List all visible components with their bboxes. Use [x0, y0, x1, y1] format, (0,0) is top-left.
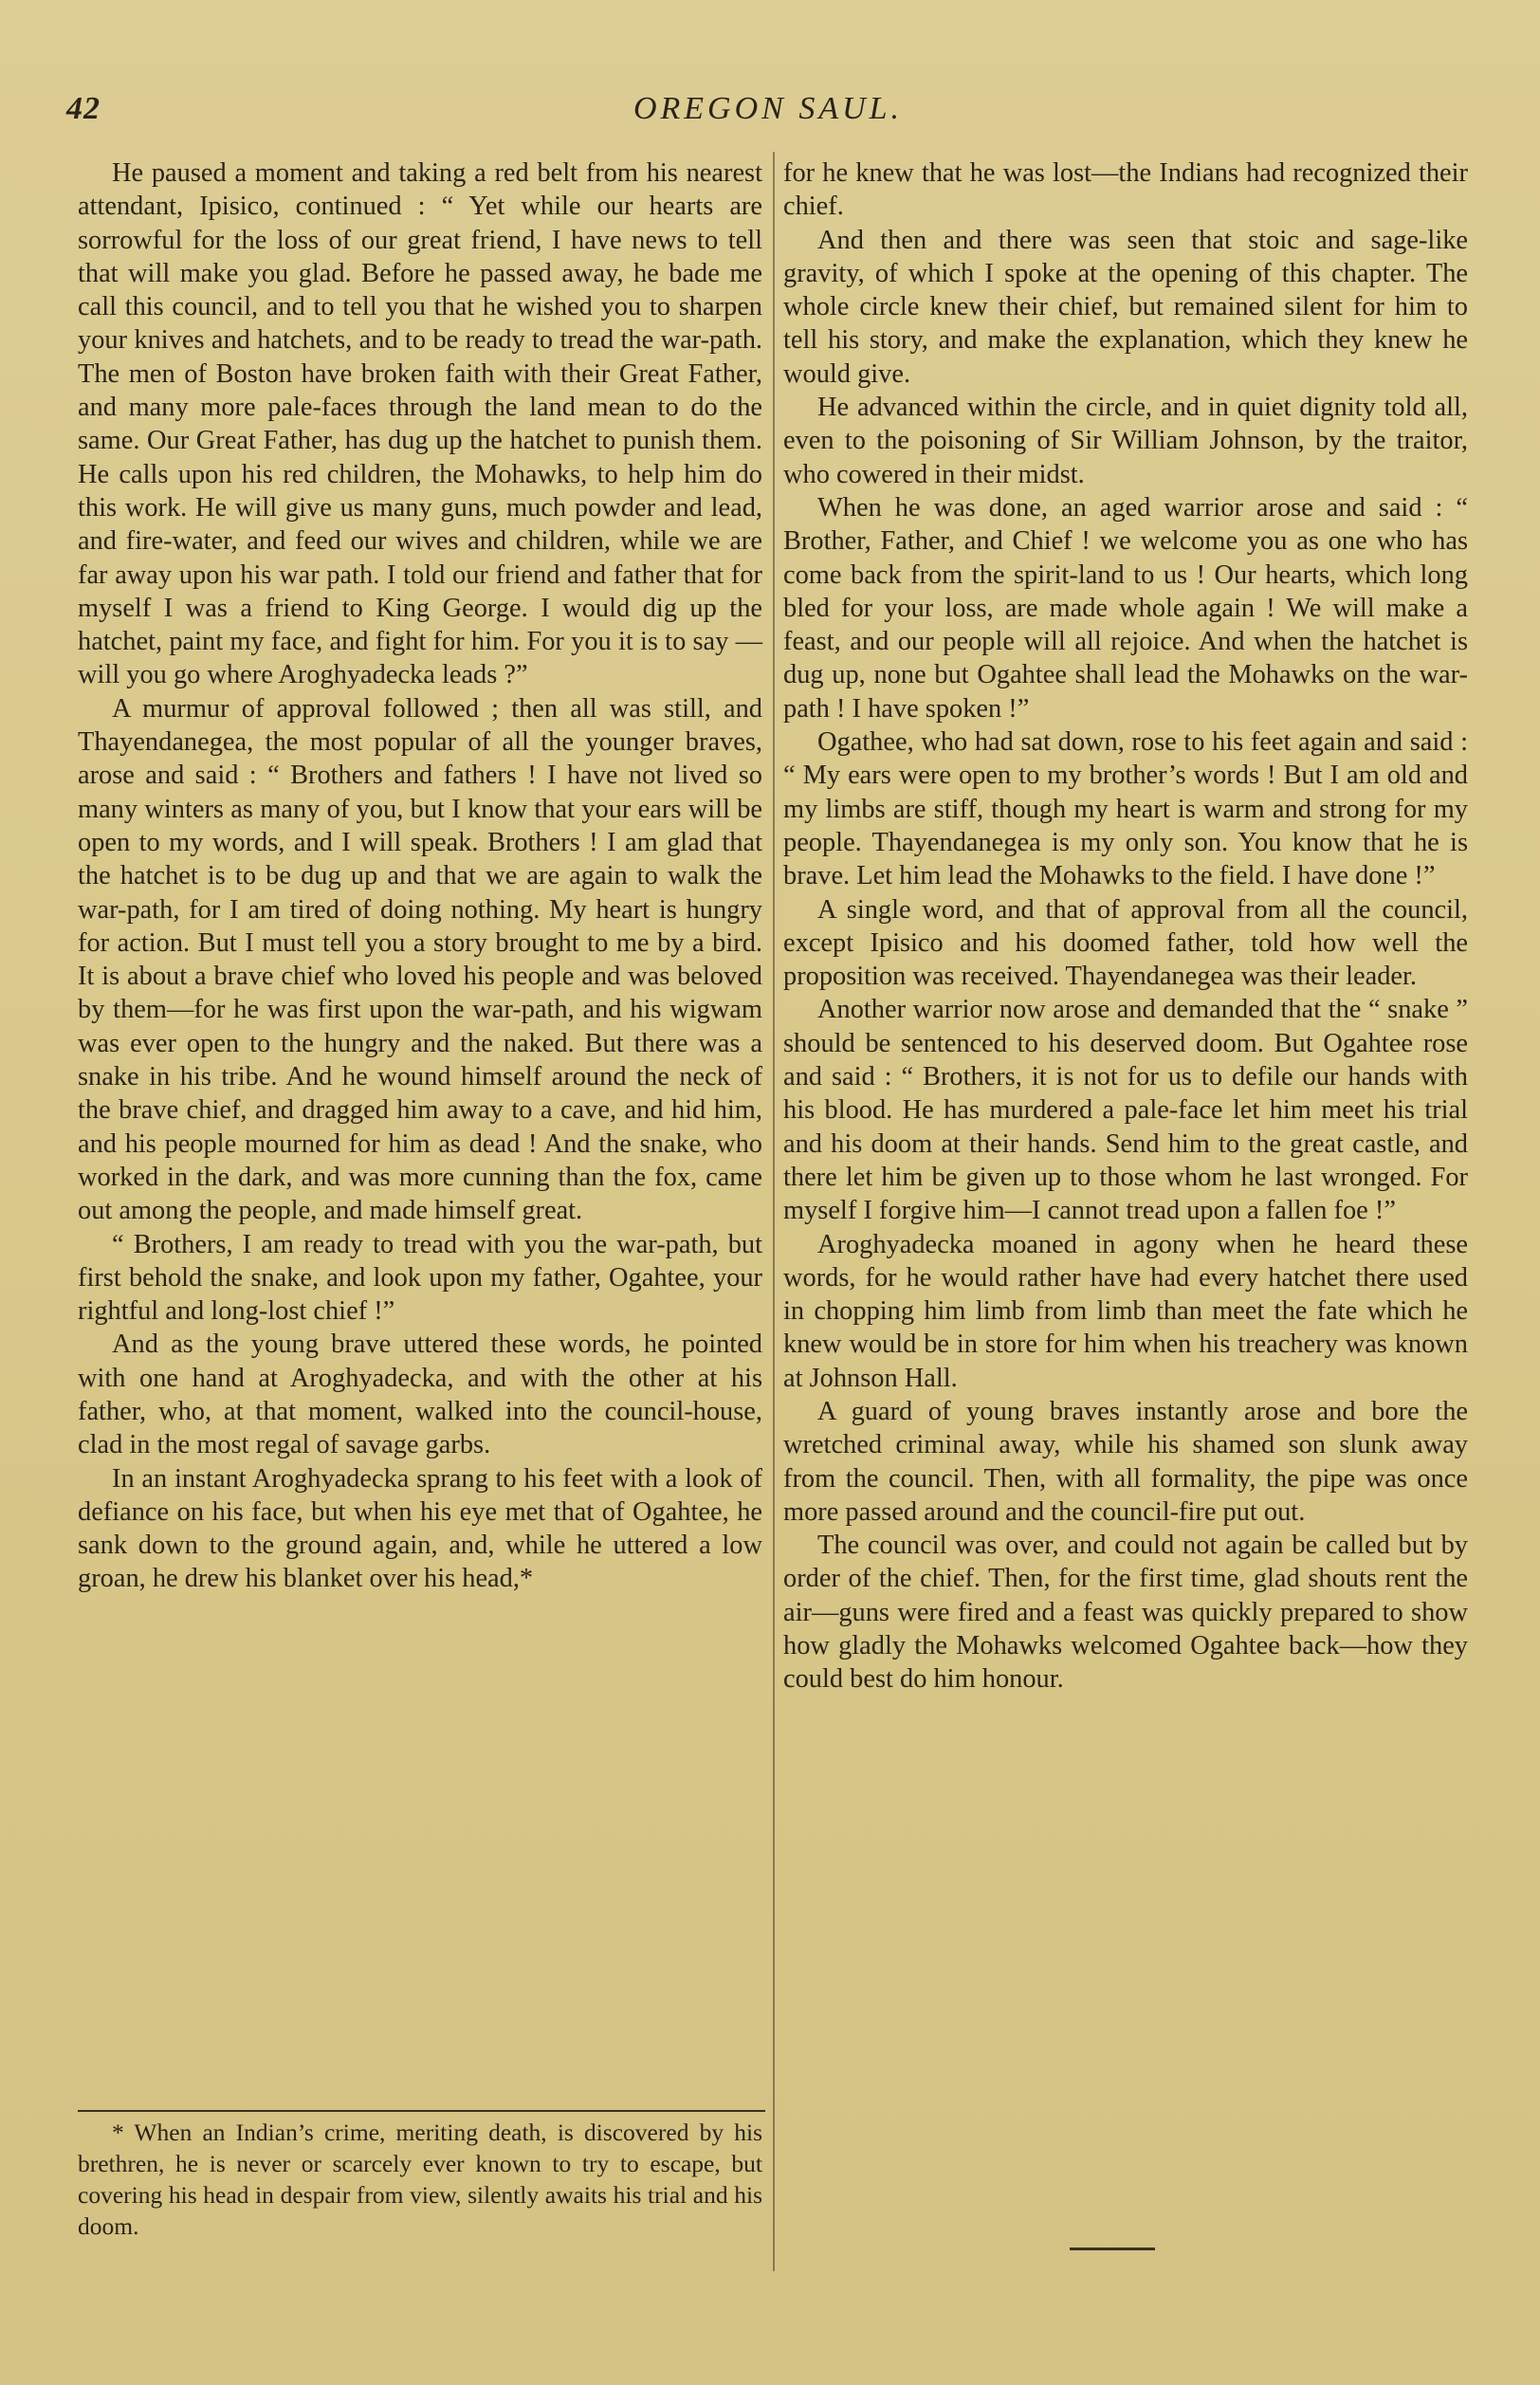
paragraph: A murmur of approval followed ; then all was still, and Thayendanegea, the most popular of all the younger braves, arose and said : “ Brothers and fathers ! I have not lived so many winters as many of you, but I know that your ears will be open to my words, and I will speak. Brothers ! I am glad that the hatchet is to be dug up and that we are again to walk the war-path, for I am tired of doing nothing. My heart is hungry for action. But I must tell you a story brought to me by a bird. It is about a brave chief who loved his people and was beloved by them—for he was first upon the war-path, and his wigwam was ever open to the hungry and the naked. But there was a snake in his tribe. And he wound himself around the neck of the brave chief, and dragged him away to a cave, and hid him, and his people mourned for him as dead ! And the snake, who worked in the dark, and was more cunning than the fox, came out among the people, and made himself great.: [78, 693, 762, 1226]
paragraph: A guard of young braves instantly arose and bore the wretched criminal away, while his shamed son slunk away from the council. Then, with all formality, the pipe was once more passed around and the council-fire put out.: [783, 1396, 1468, 1527]
paragraph: Another warrior now arose and demanded that the “ snake ” should be sentenced to his deserved doom. But Ogahtee rose and said : “ Brothers, it is not for us to defile our hands with his blood. He has murdered a pale-face let him meet his trial and his doom at their hands. Send him to the great castle, and there let him be given up to those whom he last wronged. For myself I forgive him—I cannot tread upon a fallen foe !”: [783, 995, 1468, 1226]
page-header: [66, 91, 1470, 138]
paragraph: And then and there was seen that stoic and sage-like gravity, of which I spoke at the opening of this chapter. The whole circle knew their chief, but remained silent for him to tell his story, and make the explanation, which they knew he would give.: [783, 225, 1468, 389]
footnote-text: * When an Indian’s crime, meriting death, is discovered by his brethren, he is never or scarcely ever known to try to escape, but covering his head in despair from view, silently awaits his trial and his doom.: [78, 2119, 762, 2240]
paragraph: He paused a moment and taking a red belt from his nearest attendant, Ipisico, continued : “ Yet while our hearts are sorrowful for the loss of our great friend, I have news to tell that will make you glad. Before he passed away, he bade me call this council, and to tell you that he wished you to sharpen your knives and hatchets, and to be ready to tread the war-path. The men of Boston have broken faith with their Great Father, and many more pale-faces through the land mean to do the same. Our Great Father, has dug up the hatchet to punish them. He calls upon his red children, the Mohawks, to help him do this work. He will give us many guns, much powder and lead, and fire-water, and feed our wives and children, while we are far away upon his war path. I told our friend and father that for myself I was a friend to King George. I would dig up the hatchet, paint my face, and fight for him. For you it is to say —will you go where Aroghyadecka leads ?”: [78, 158, 762, 690]
page-number: 42: [66, 91, 101, 126]
paragraph: “ Brothers, I am ready to tread with you the war-path, but first behold the snake, and look upon my father, Ogahtee, your rightful and long-lost chief !”: [78, 1229, 762, 1327]
running-title: OREGON SAUL.: [632, 91, 904, 126]
paragraph: Ogathee, who had sat down, rose to his feet again and said : “ My ears were open to my brother’s words ! But I am old and my limbs are stiff, though my heart is warm and strong for my people. Thayendanegea is my only son. You know that he is brave. Let him lead the Mohawks to the field. I have done !”: [783, 727, 1468, 891]
paragraph: for he knew that he was lost—the Indians had recognized their chief.: [783, 158, 1468, 222]
column-divider: [773, 152, 775, 2271]
paragraph: Aroghyadecka moaned in agony when he heard these words, for he would rather have had every hatchet there used in chopping him limb from limb than meet the fate which he knew would be in store for him when his treachery was known at Johnson Hall.: [783, 1229, 1468, 1393]
paragraph: When he was done, an aged warrior arose and said : “ Brother, Father, and Chief ! we welcome you as one who has come back from the spirit-land to us ! Our hearts, which long bled for your loss, are made whole again ! We will make a feast, and our people will all rejoice. And when the hatchet is dug up, none but Ogahtee shall lead the Mohawks on the war-path ! I have spoken !”: [783, 492, 1468, 724]
paragraph: The council was over, and could not again be called but by order of the chief. Then, for the first time, glad shouts rent the air—guns were fired and a feast was quickly prepared to show how gladly the Mohawks welcomed Ogahtee back—how they could best do him honour.: [783, 1531, 1468, 1695]
paragraph: A single word, and that of approval from all the council, except Ipisico and his doomed father, told how well the proposition was received. Thayendanegea was their leader.: [783, 894, 1468, 992]
section-end-rule: [1070, 2247, 1155, 2250]
paragraph: He advanced within the circle, and in quiet dignity told all, even to the poisoning of Sir William Johnson, by the traitor, who cowered in their midst.: [783, 393, 1468, 489]
left-column: [78, 156, 762, 1596]
footnote: [78, 2117, 762, 2242]
right-column: [783, 156, 1468, 1697]
paragraph: In an instant Aroghyadecka sprang to his feet with a look of defiance on his face, but when his eye met that of Ogahtee, he sank down to the ground again, and, while he uttered a low groan, he drew his blanket over his head,*: [78, 1463, 762, 1594]
footnote-divider: [78, 2110, 765, 2112]
paragraph: And as the young brave uttered these words, he pointed with one hand at Aroghyadecka, and with the other at his father, who, at that moment, walked into the council-house, clad in the most regal of savage garbs.: [78, 1330, 762, 1460]
